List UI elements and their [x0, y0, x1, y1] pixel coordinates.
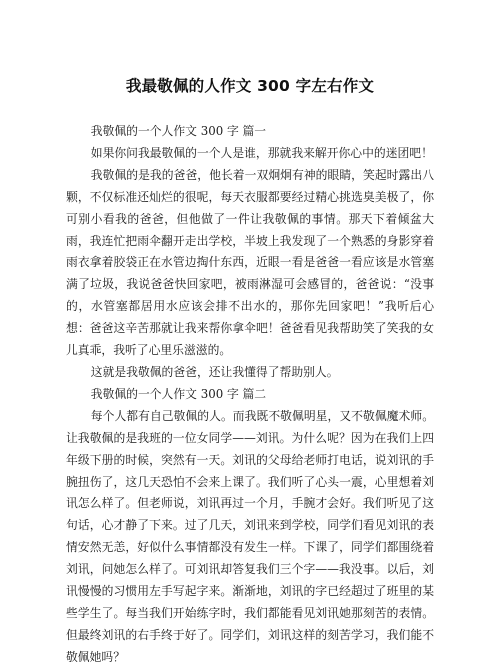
paragraph: 我敬佩的是我的爸爸，他长着一双炯炯有神的眼睛，笑起时露出八颗，不仅标准还灿烂的很呢，每天衣服都要经过精心挑选臭美极了，你可别小看我的爸爸，但他做了一件让我敬佩的事情。那天下着倾盆大雨，我连忙把雨伞翻开走出学校，半坡上我发现了一个熟悉的身影穿着雨衣拿着胶袋正在水管边掏什东西，近眼一看是爸爸一看应该是水管塞满了垃圾，我说爸爸快回家吧，被雨淋湿可会感冒的，爸爸说：“没事的，水管塞都居用水应该会排不出水的，那你先回家吧！”我听后心想：爸爸这辛苦那就让我来帮你拿伞吧！爸爸看见我帮助笑了笑我的女儿真乖，我听了心里乐滋滋的。	[66, 167, 434, 358]
document-title: 我最敬佩的人作文 300 字左右作文	[125, 77, 375, 95]
paragraph: 这就是我敬佩的爸爸，还让我懂得了帮助别人。	[90, 364, 339, 379]
section-heading-1: 我敬佩的一个人作文 300 字 篇一	[90, 124, 267, 138]
document-body	[66, 121, 434, 669]
section-heading-2: 我敬佩的一个人作文 300 字 篇二	[90, 386, 267, 401]
paragraph: 每个人都有自己敬佩的人。而我既不敬佩明星，又不敬佩魔术师。让我敬佩的是我班的一位女同学——刘讯。为什么呢？因为在我们上四年级下册的时候，突然有一天。刘讯的父母给老师打电话，说刘讯的手腕扭伤了，这几天恐怕不会来上课了。我们听了心头一震，心里想着刘讯怎么样了。但老师说，刘讯再过一个月，手腕才会好。我们听见了这句话，心才静了下来。过了几天，刘讯来到学校，同学们看见刘讯的表情安然无恙，好似什么事情都没有发生一样。下课了，同学们都围绕着刘讯，问她怎么样了。可刘讯却答复我们三个字——我没事。以后，刘讯慢慢的习惯用左手写起字来。渐渐地，刘讯的字已经超过了班里的某些学生了。每当我们开始练字时，我们都能看见刘讯她那刻苦的表情。但最终刘讯的右手终于好了。同学们，刘讯这样的刻苦学习，我们能不敬佩她吗？	[66, 408, 434, 664]
paragraph: 如果你问我最敬佩的一个人是谁，那就我来解开你心中的迷团吧！	[90, 145, 433, 160]
